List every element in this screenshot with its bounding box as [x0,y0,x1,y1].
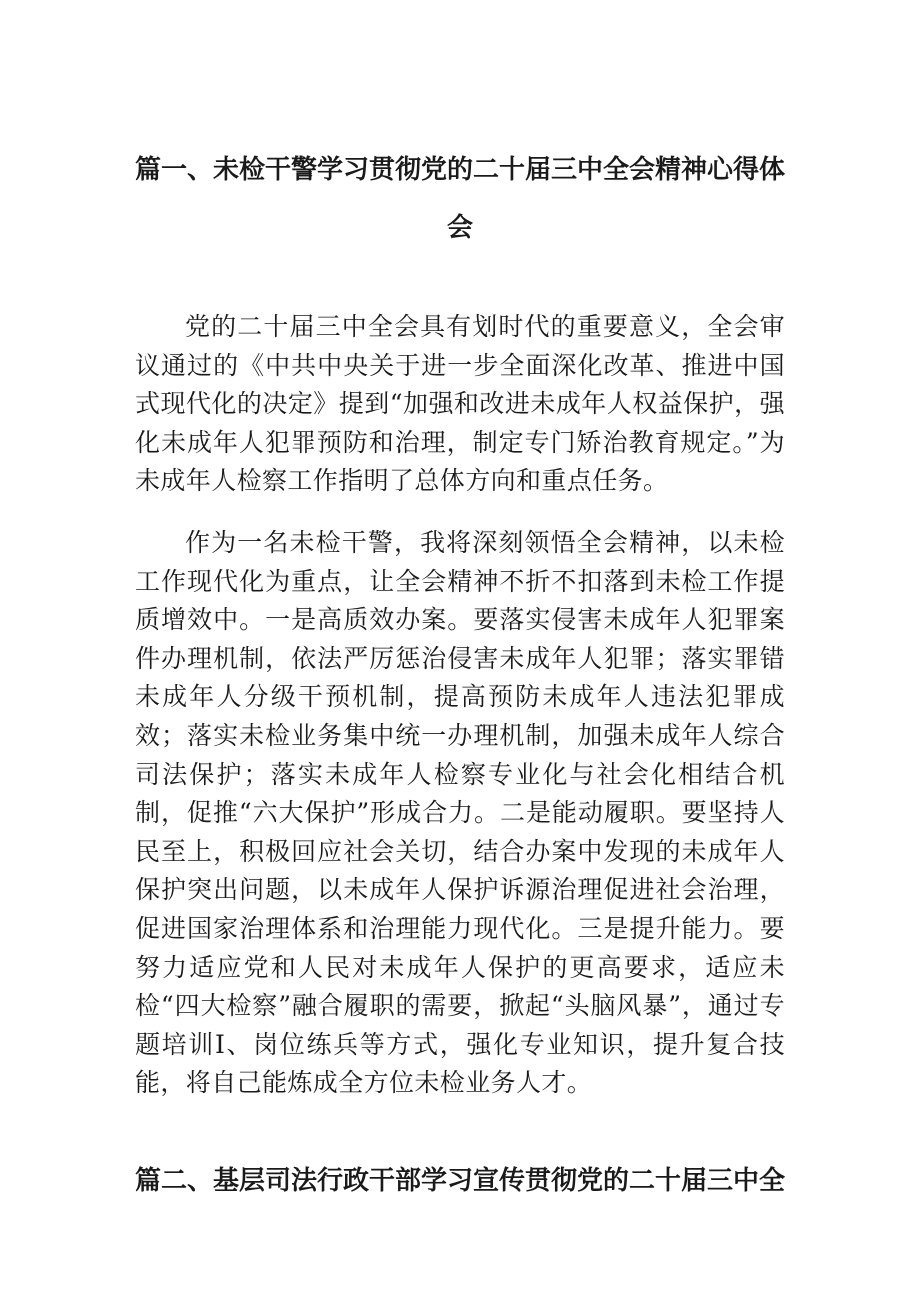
section1-title-line2: 会 [446,213,473,243]
section1-title-line1: 篇一、未检干警学习贯彻党的二十届三中全会精神心得体 [135,155,786,185]
section1-paragraph-2: 作为一名未检干警，我将深刻领悟全会精神，以未检工作现代化为重点，让全会精神不折不扣落到未检工作提质增效中。一是高质效办案。要落实侵害未成年人犯罪案件办理机制，依法严厉惩治侵害未成年人犯罪；落实罪错未成年人分级干预机制，提高预防未成年人违法犯罪成效；落实未检业务集中统一办理机制，加强未成年人综合司法保护；落实未成年人检察专业化与社会化相结合机制，促推“六大保护”形成合力。二是能动履职。要坚持人民至上，积极回应社会关切，结合办案中发现的未成年人保护突出问题，以未成年人保护诉源治理促进社会治理，促进国家治理体系和治理能力现代化。三是提升能力。要努力适应党和人民对未成年人保护的更高要求，适应未检“四大检察”融合履职的需要，掀起“头脑风暴”，通过专题培训I、岗位练兵等方式，强化专业知识，提升复合技能，将自己能炼成全方位未检业务人才。 [135,528,785,1098]
section1-paragraph-1: 党的二十届三中全会具有划时代的重要意义，全会审议通过的《中共中央关于进一步全面深化改革、推进中国式现代化的决定》提到“加强和改进未成年人权益保护，强化未成年人犯罪预防和治理，制定专门矫治教育规定。”为未成年人检察工作指明了总体方向和重点任务。 [135,312,785,496]
section2-title-line1: 篇二、基层司法行政干部学习宣传贯彻党的二十届三中全 [135,1166,786,1196]
